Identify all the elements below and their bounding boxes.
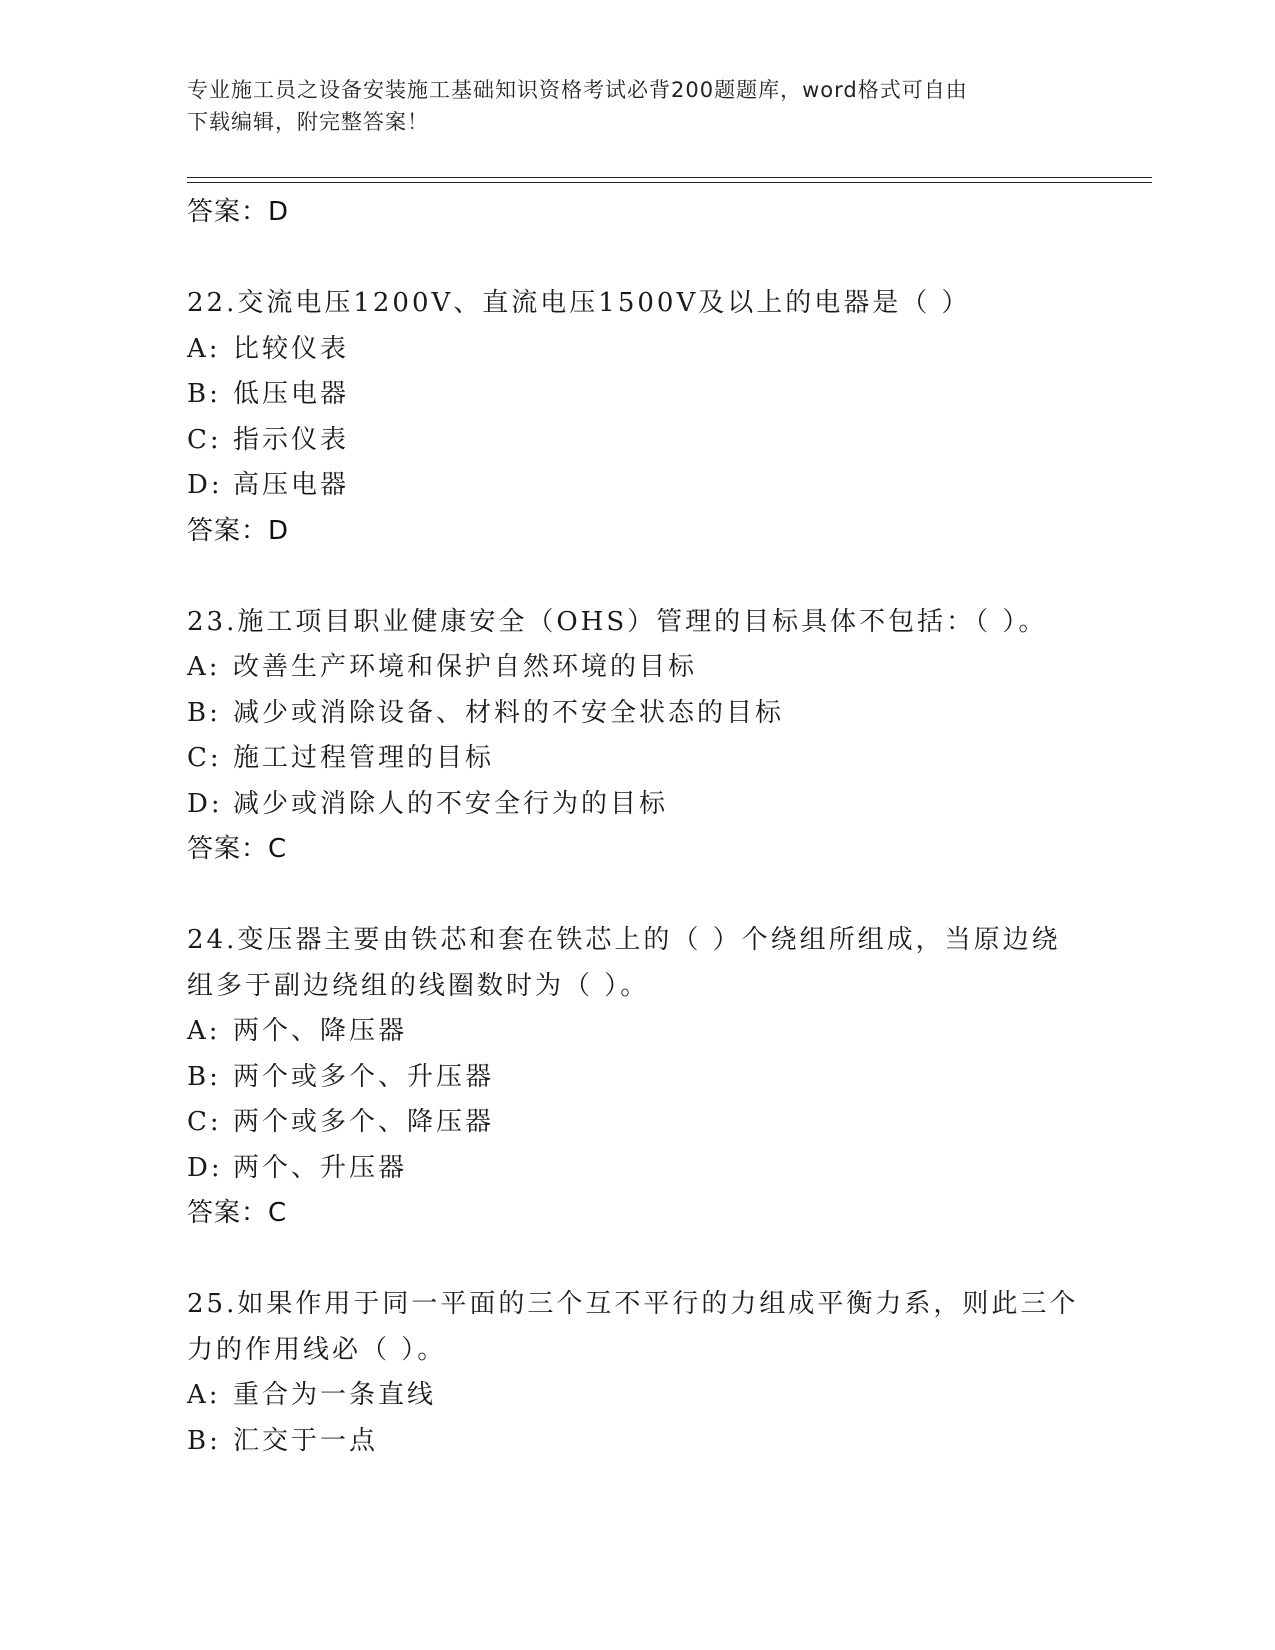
option-d: [187, 782, 1087, 828]
question-text: 24.变压器主要由铁芯和套在铁芯上的（ ）个绕组所组成，当原边绕: [187, 925, 1061, 955]
question-text: 22.交流电压1200V、直流电压1500V及以上的电器是（ ）: [187, 288, 971, 318]
option-letter: C:: [187, 424, 222, 455]
option-d: [187, 463, 1087, 509]
header-line-1: 专业施工员之设备安装施工基础知识资格考试必背200题题库，word格式可自由: [187, 78, 968, 102]
option-text: 比较仪表: [233, 333, 350, 364]
question-list: [187, 183, 1087, 1464]
option-text: 施工过程管理的目标: [233, 743, 495, 773]
option-b: [187, 372, 1087, 418]
question-24: [187, 918, 1087, 1236]
option-text: 重合为一条直线: [233, 1380, 437, 1410]
answer: 答案：C: [187, 1198, 288, 1228]
question-text-continued: 力的作用线必（ ）。: [187, 1334, 447, 1365]
header-rule-top: [187, 177, 1152, 178]
option-a: [187, 327, 1087, 373]
option-c: [187, 1100, 1087, 1146]
option-letter: B:: [187, 379, 221, 409]
option-b: [187, 1055, 1087, 1101]
previous-answer: 答案：D: [187, 197, 290, 227]
option-text: 两个、升压器: [233, 1152, 408, 1183]
question-text-continued: 组多于副边绕组的线圈数时为（ ）。: [187, 970, 650, 1001]
option-letter: B:: [187, 697, 221, 728]
answer: 答案：D: [187, 515, 290, 546]
option-b: [187, 1419, 1087, 1465]
option-letter: D:: [187, 1152, 223, 1183]
option-text: 减少或消除人的不安全行为的目标: [233, 788, 669, 819]
option-text: 指示仪表: [233, 424, 350, 455]
option-letter: A:: [187, 333, 221, 364]
option-letter: A:: [187, 1016, 221, 1046]
question-text: 23.施工项目职业健康安全（OHS）管理的目标具体不包括：（ ）。: [187, 606, 1048, 637]
option-a: [187, 1373, 1087, 1419]
option-text: 汇交于一点: [233, 1425, 379, 1456]
header-line-2: 下载编辑，附完整答案！: [187, 110, 429, 134]
option-a: [187, 645, 1087, 691]
question-22: [187, 281, 1087, 554]
option-letter: B:: [187, 1061, 221, 1092]
option-c: [187, 418, 1087, 464]
option-text: 减少或消除设备、材料的不安全状态的目标: [233, 697, 785, 728]
option-letter: C:: [187, 1107, 222, 1137]
question-text: 25.如果作用于同一平面的三个互不平行的力组成平衡力系，则此三个: [187, 1289, 1079, 1319]
option-text: 两个或多个、升压器: [233, 1061, 495, 1092]
option-text: 改善生产环境和保护自然环境的目标: [233, 652, 698, 682]
option-text: 低压电器: [233, 379, 350, 409]
question-23: [187, 600, 1087, 873]
option-c: [187, 736, 1087, 782]
option-letter: C:: [187, 743, 222, 773]
option-letter: A:: [187, 652, 221, 682]
question-25: [187, 1282, 1087, 1464]
document-header: [187, 74, 1067, 138]
option-letter: A:: [187, 1380, 221, 1410]
option-a: [187, 1009, 1087, 1055]
option-letter: B:: [187, 1425, 221, 1456]
option-text: 两个或多个、降压器: [233, 1107, 495, 1137]
option-text: 两个、降压器: [233, 1016, 408, 1046]
option-letter: D:: [187, 470, 223, 500]
option-d: [187, 1146, 1087, 1192]
option-text: 高压电器: [233, 470, 350, 500]
answer: 答案：C: [187, 834, 288, 864]
option-letter: D:: [187, 788, 223, 819]
option-b: [187, 691, 1087, 737]
